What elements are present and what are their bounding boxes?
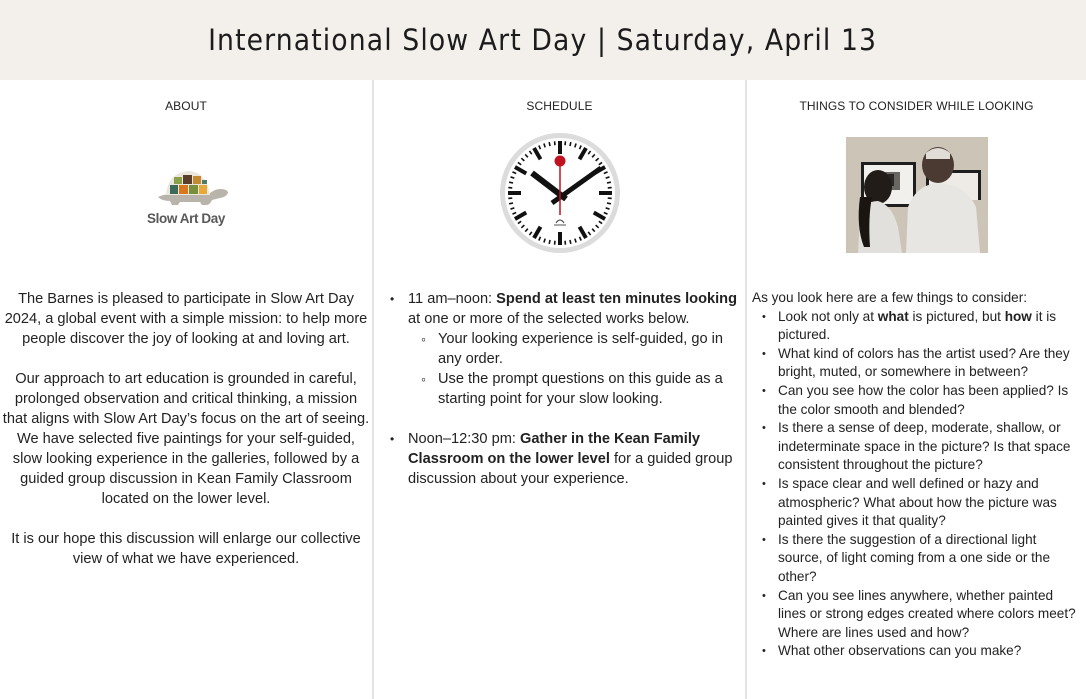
schedule-media — [374, 125, 745, 265]
consider-list — [747, 289, 1086, 661]
schedule-list — [374, 289, 745, 489]
schedule-heading: SCHEDULE — [526, 99, 593, 113]
consider-item: • Look not only at what is pictured, but how it is pictured. — [778, 308, 1082, 345]
page-header — [0, 0, 1086, 80]
about-heading: ABOUT — [165, 99, 207, 113]
consider-item: • Is there a sense of deep, moderate, shallow, or indeterminate space in the picture? Is that space consistent throughout the picture? — [778, 419, 1082, 475]
turtle-logo-icon — [136, 155, 236, 235]
schedule-subitem: ◦ Use the prompt questions on this guide as a starting point for your slow looking. — [438, 369, 737, 409]
about-paragraph: The Barnes is pleased to participate in Slow Art Day 2024, a global event with a simple mission: to help more people discover the joy of looking at and loving art. — [4, 291, 368, 347]
consider-item: • Can you see how the color has been applied? Is the color smooth and blended? — [778, 382, 1082, 419]
schedule-item: • Noon–12:30 pm: Gather in the Kean Family Classroom on the lower level for a guided group discussion about your experience. — [408, 429, 737, 489]
about-media — [0, 125, 372, 265]
about-paragraph: It is our hope this discussion will enlarge our collective view of what we have experienced. — [11, 531, 361, 567]
schedule-column — [374, 80, 747, 699]
station-clock-icon — [498, 131, 622, 260]
svg-text:Slow Art Day: Slow Art Day — [147, 211, 225, 226]
schedule-item: • 11 am–noon: Spend at least ten minutes looking at one or more of the selected works below. ◦ Your looking experience is self-guided, go in any order. ◦ Use the prompt questions on this guide as a starting point for your slow looking. — [408, 289, 737, 409]
consider-media — [747, 125, 1086, 265]
gallery-visitors-photo — [846, 137, 988, 253]
consider-item: • Can you see lines anywhere, whether painted lines or strong edges created where colors meet? Where are lines used and how? — [778, 587, 1082, 643]
consider-intro: As you look here are a few things to consider: — [752, 290, 1028, 305]
consider-item: • Is space clear and well defined or hazy and atmospheric? What about how the picture was painted gives it that quality? — [778, 475, 1082, 531]
consider-item: • What kind of colors has the artist used? Are they bright, muted, or somewhere in between? — [778, 345, 1082, 382]
page-title: International Slow Art Day | Saturday, April 13 — [208, 23, 878, 57]
schedule-subitem: ◦ Your looking experience is self-guided, go in any order. — [438, 329, 737, 369]
consider-heading: THINGS TO CONSIDER WHILE LOOKING — [799, 99, 1034, 113]
consider-column — [747, 80, 1086, 699]
content-columns — [0, 80, 1086, 699]
consider-item: • Is there the suggestion of a directional light source, of light coming from a one side or the other? — [778, 531, 1082, 587]
consider-item: • What other observations can you make? — [778, 642, 1082, 661]
about-paragraph: Our approach to art education is grounded in careful, prolonged observation and critical thinking, a mission that aligns with Slow Art Day’s focus on the art of seeing. We have selected five paintings for your self-guided, slow looking experience in the galleries, followed by a guided group discussion in Kean Family Classroom located on the lower level. — [2, 371, 370, 507]
about-text — [0, 289, 372, 569]
about-column — [0, 80, 374, 699]
